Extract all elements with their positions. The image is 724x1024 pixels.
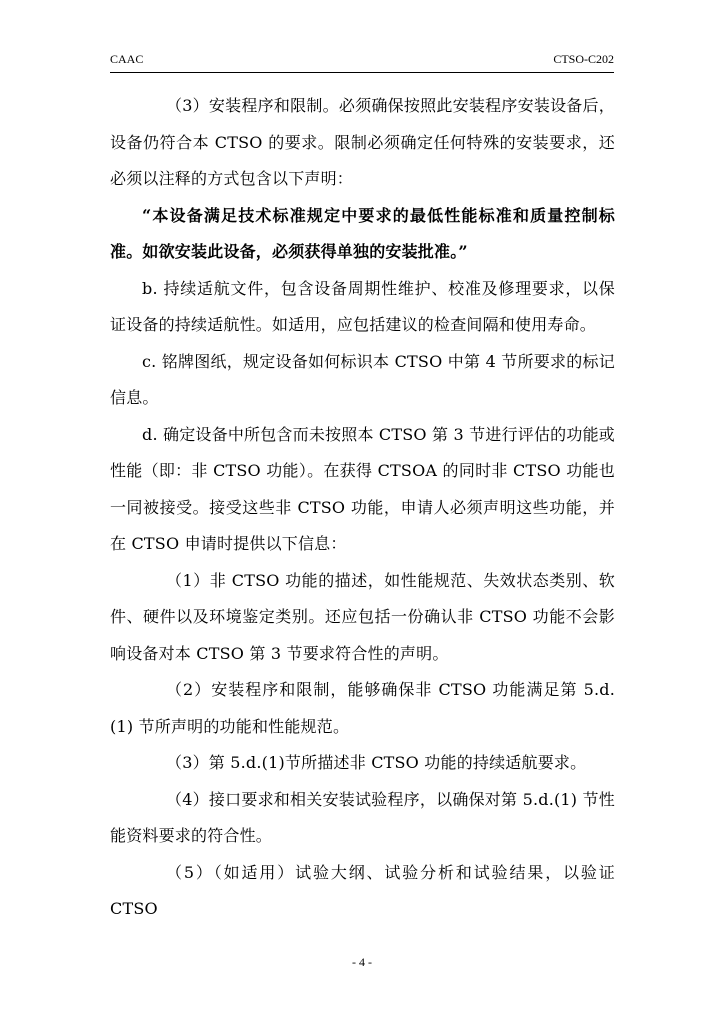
paragraph-item-b: b. 持续适航文件，包含设备周期性维护、校准及修理要求，以保证设备的持续适航性。如适用，应包括建议的检查间隔和使用寿命。 <box>110 278 615 334</box>
paragraph-subitem-4: （4）接口要求和相关安装试验程序，以确保对第 5.d.(1) 节性能资料要求的符合性。 <box>110 789 615 845</box>
paragraph-subitem-3: （3）第 5.d.(1)节所描述非 CTSO 功能的持续适航要求。 <box>166 753 587 772</box>
paragraph-subitem-1: （1）非 CTSO 功能的描述，如性能规范、失效状态类别、软件、硬件以及环境鉴定类别。还应包括一份确认非 CTSO 功能不会影响设备对本 CTSO 第 3 节要求符合性的声明。 <box>110 570 615 663</box>
document-body <box>110 88 615 928</box>
paragraph-item-d: d. 确定设备中所包含而未按照本 CTSO 第 3 节进行评估的功能或性能（即：非 CTSO 功能）。在获得 CTSOA 的同时非 CTSO 功能也一同被接受。接受这些非 CTSO 功能，申请人必须声明这些功能，并在 CTSO 申请时提供以下信息： <box>110 424 615 553</box>
header-divider <box>110 72 614 73</box>
paragraph-required-statement: “本设备满足技术标准规定中要求的最低性能标准和质量控制标准。如欲安装此设备，必须获得单独的安装批准。” <box>110 205 615 261</box>
paragraph-installation-procedures: （3）安装程序和限制。必须确保按照此安装程序安装设备后，设备仍符合本 CTSO 的要求。限制必须确定任何特殊的安装要求，还必须以注释的方式包含以下声明： <box>110 96 615 188</box>
paragraph-item-c: c. 铭牌图纸，规定设备如何标识本 CTSO 中第 4 节所要求的标记信息。 <box>110 351 615 407</box>
page-number: - 4 - <box>352 955 372 969</box>
header-document-id: CTSO-C202 <box>553 52 614 66</box>
paragraph-subitem-5: （5）（如适用）试验大纲、试验分析和试验结果，以验证 CTSO <box>110 862 615 918</box>
header-organization: CAAC <box>110 52 144 66</box>
paragraph-subitem-2: （2）安装程序和限制，能够确保非 CTSO 功能满足第 5.d.(1) 节所声明的功能和性能规范。 <box>110 680 615 736</box>
page-header <box>110 52 614 72</box>
